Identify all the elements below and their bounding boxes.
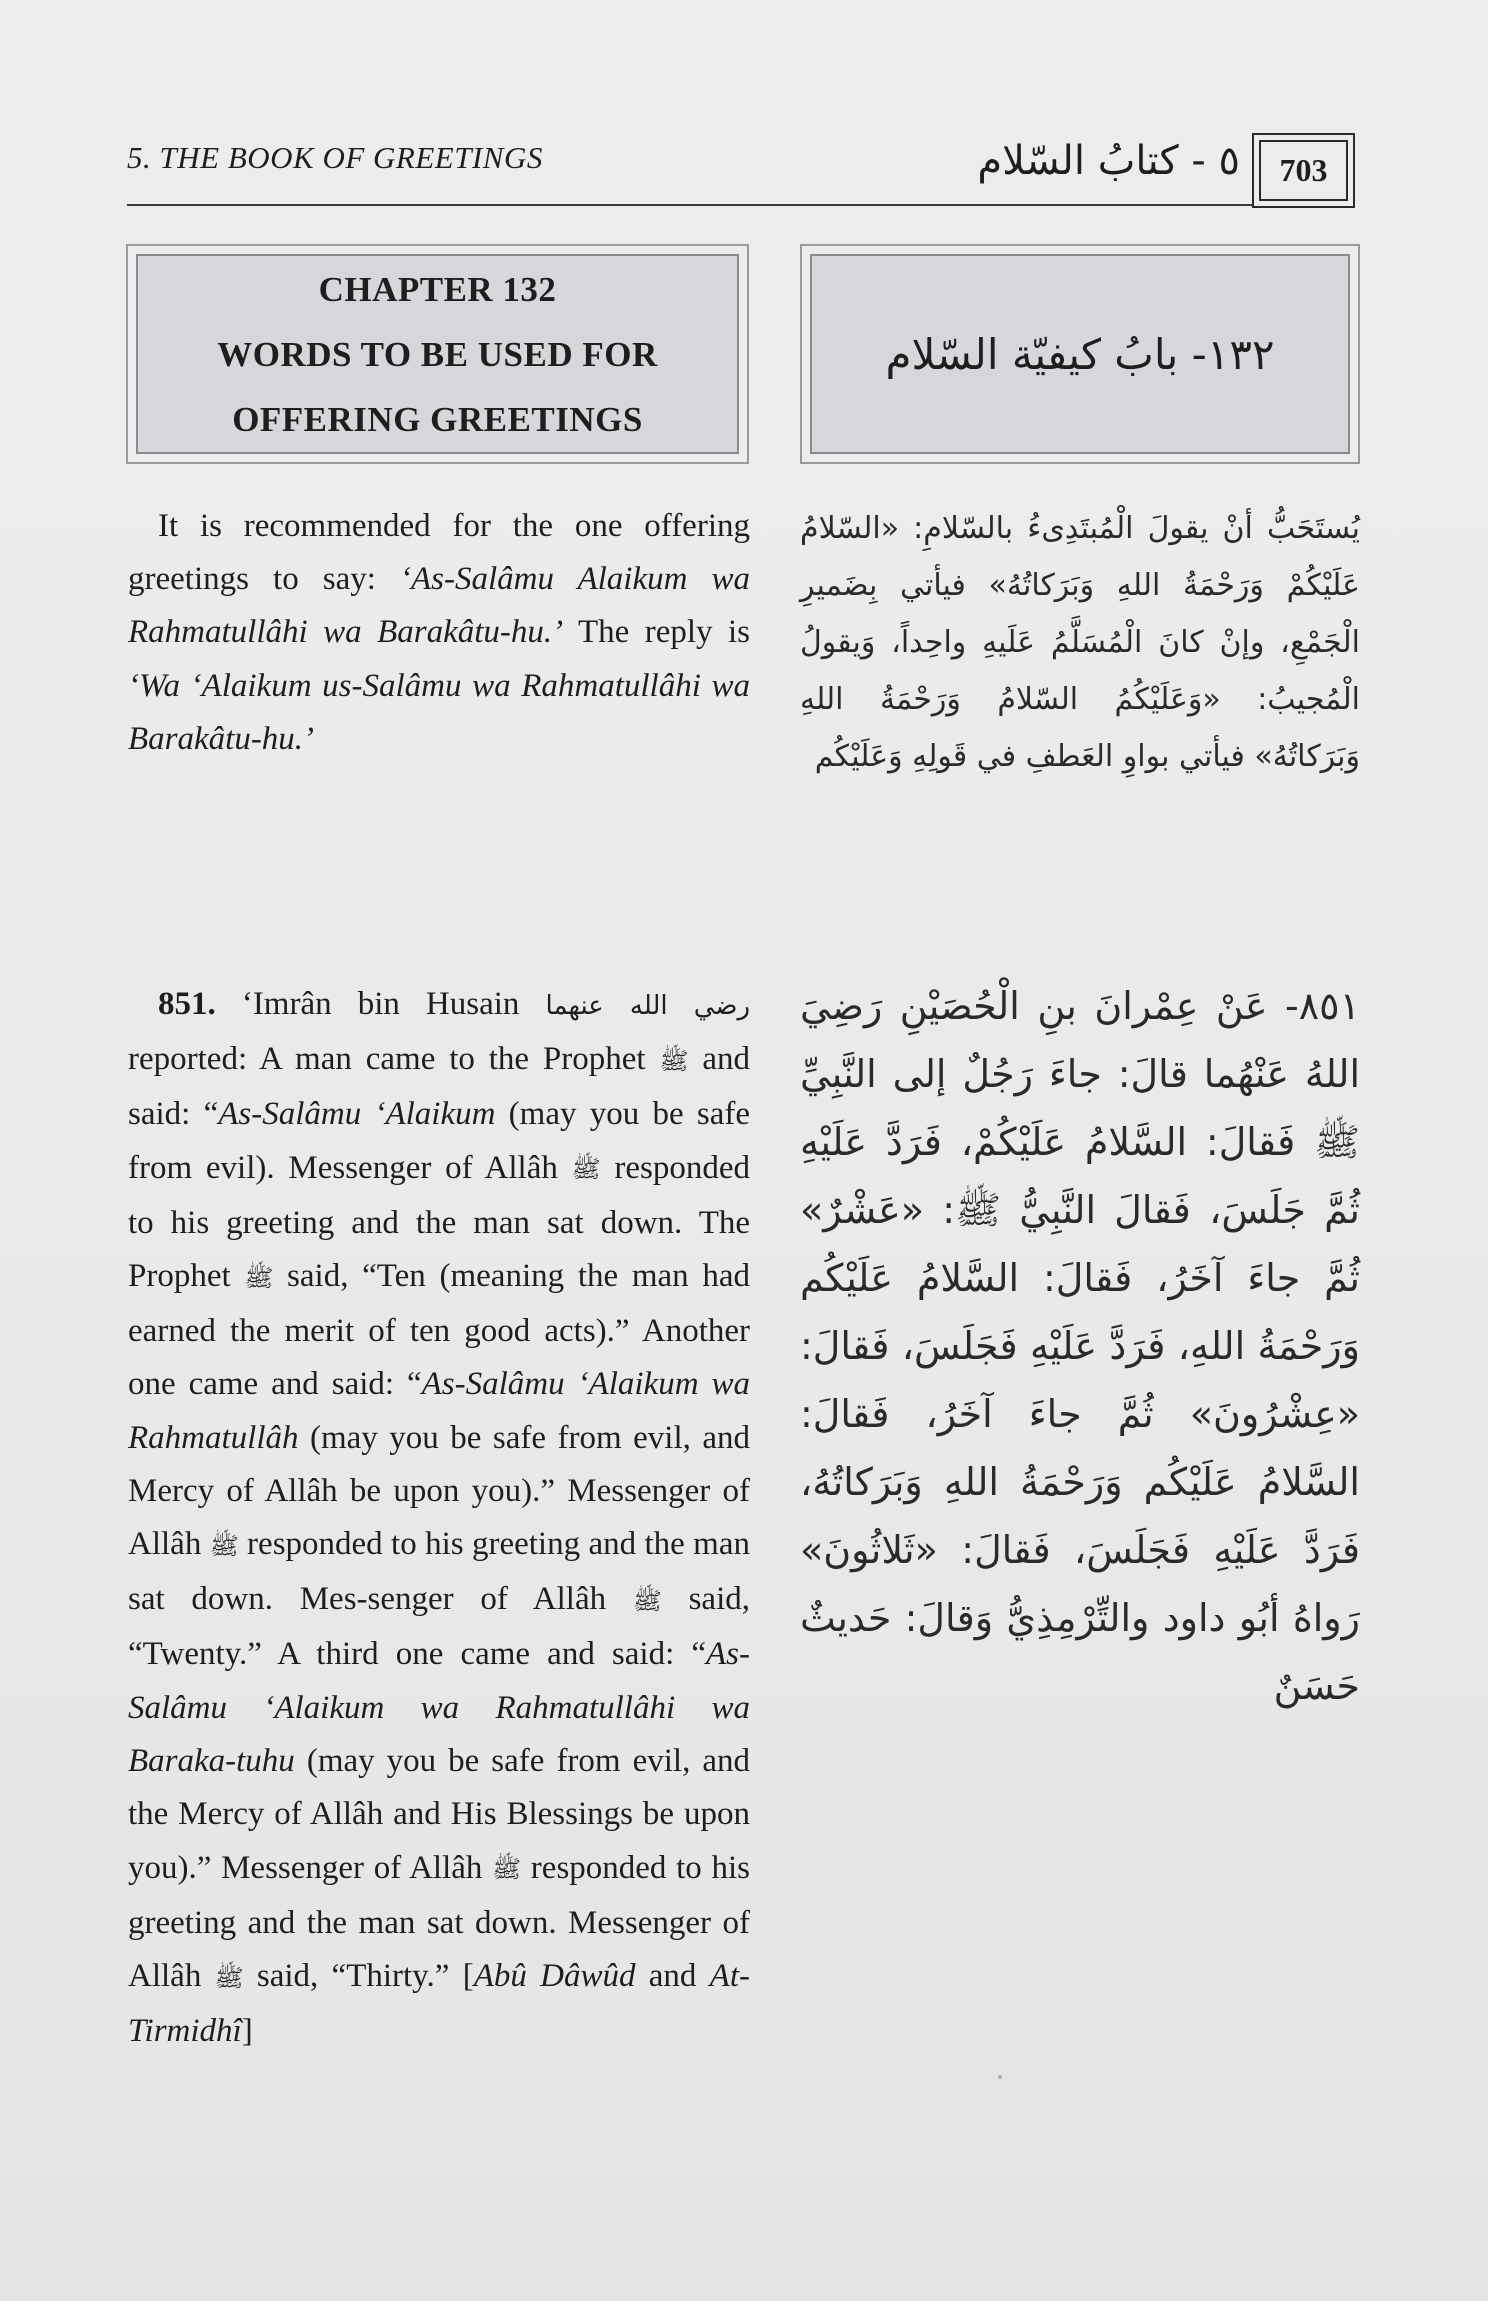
hadith-paragraph-arabic: ٨٥١- عَنْ عِمْرانَ بنِ الْحُصَيْنِ رَضِيَ اللهُ عَنْهُما قالَ: جاءَ رَجُلٌ إلى النَّبِيِّ ﷺ فَقالَ: السَّلامُ عَلَيْكُمْ، فَرَدَّ عَلَيْهِ ثُمَّ جَلَسَ، فَقالَ النَّبِيُّ ﷺ: «عَشْرٌ» ثُمَّ جاءَ آخَرُ، فَقالَ: السَّلامُ عَلَيْكُم وَرَحْمَةُ اللهِ، فَرَدَّ عَلَيْهِ فَجَلَسَ، فَقالَ: «عِشْرُونَ» ثُمَّ جاءَ آخَرُ، فَقالَ: السَّلامُ عَلَيْكُم وَرَحْمَةُ اللهِ وَبَرَكاتُهُ، فَرَدَّ عَلَيْهِ فَجَلَسَ، فَقالَ: «ثَلاثُونَ» رَواهُ أبُو داود والتِّرْمِذِيُّ وَقالَ: حَديثٌ حَسَنٌ: [800, 984, 1360, 1708]
salutation-icon: ﷺ: [659, 1047, 689, 1076]
intro-paragraph-arabic: يُستَحَبُّ أنْ يقولَ الْمُبتَدِىءُ بالسّلامِ: «السّلامُ عَلَيْكُمْ وَرَحْمَةُ اللهِ وَبَرَكاتُهُ» فيأتي بِضَميرِ الْجَمْعِ، وإنْ كانَ الْمُسَلَّمُ عَلَيهِ واحِداً، وَيقولُ الْمُجيبُ: «وَعَلَيْكُمُ السّلامُ وَرَحْمَةُ اللهِ وَبَرَكاتُهُ» فيأتي بواوِ العَطفِ في قَولِهِ وَعَلَيْكُم: [800, 511, 1360, 774]
intro-paragraph-english: [128, 500, 750, 766]
salutation-icon: ﷺ: [214, 1963, 244, 1992]
chapter-box-english: [126, 244, 749, 464]
honorific-arabic: رضي الله عنهما: [545, 991, 750, 1021]
running-head: 5. THE BOOK OF GREETINGS: [127, 140, 543, 175]
intro-greeting: ‘As-Salâmu Alaikum wa Rahmatullâhi wa Barakâtu-hu.’: [128, 561, 750, 651]
hadith-text: responded to his greeting and the man sat down. Mes-senger of Allâh: [128, 1526, 750, 1618]
paper-speck: [998, 2075, 1002, 2079]
source-tirmidhi: At-Tirmidhî: [128, 1957, 750, 2049]
hadith-text: and: [635, 1957, 710, 1994]
salutation-icon: ﷺ: [632, 1587, 662, 1616]
salutation-icon: ﷺ: [492, 1855, 522, 1884]
chapter-title-line2: OFFERING GREETINGS: [232, 399, 643, 439]
hadith-text: and said: “: [128, 1041, 750, 1133]
hadith-text: said, “Thirty.” [: [243, 1957, 474, 1994]
hadith-text: responded to his greeting and the man sat down. The Prophet: [128, 1149, 750, 1295]
hadith-text: reported: A man came to the Prophet: [128, 1041, 660, 1078]
intro-text-1: It is recommended for the one offering greetings to say:: [128, 508, 750, 598]
chapter-box-english-inner: [136, 254, 739, 454]
chapter-number: CHAPTER 132: [318, 269, 557, 309]
arabic-running-head: ٥ - كتابُ السّلام: [977, 138, 1240, 184]
hadith-text: (may you be safe from evil, and Mercy of Allâh be upon you).” Messenger of Allâh: [128, 1419, 750, 1563]
salutation-icon: ﷺ: [571, 1155, 601, 1184]
chapter-title-line1: WORDS TO BE USED FOR: [217, 334, 658, 374]
salutation-icon: ﷺ: [209, 1532, 239, 1561]
chapter-box-arabic: [800, 244, 1360, 464]
hadith-text: ]: [241, 2013, 253, 2049]
hadith-text: ‘Imrân bin Husain: [215, 986, 546, 1022]
hadith-text: (may you be safe from evil, and the Mercy of Allâh and His Blessings be upon you).” Messenger of Allâh: [128, 1742, 750, 1886]
hadith-paragraph-english: [128, 978, 750, 2058]
salutation-icon: ﷺ: [244, 1263, 274, 1292]
hadith-text: (may you be safe from evil). Messenger of Allâh: [128, 1096, 751, 1186]
hadith-text: said, “Ten (meaning the man had earned the merit of ten good acts).” Another one came and said: “: [128, 1258, 750, 1403]
intro-reply: ‘Wa ‘Alaikum us-Salâmu wa Rahmatullâhi wa Barakâtu-hu.’: [128, 667, 750, 757]
hadith-greeting-3: As-Salâmu ‘Alaikum wa Rahmatullâhi wa Baraka-tuhu: [128, 1636, 750, 1779]
intro-text-2: The reply is: [563, 614, 750, 651]
chapter-box-arabic-inner: [810, 254, 1350, 454]
hadith-text: said, “Twenty.” A third one came and said: “: [128, 1581, 750, 1673]
hadith-greeting-1: As-Salâmu ‘Alaikum: [218, 1096, 496, 1133]
chapter-title-arabic: ١٣٢- بابُ كيفيّة السّلام: [885, 329, 1275, 379]
page-number: 703: [1259, 140, 1348, 201]
hadith-number: 851.: [158, 986, 216, 1022]
source-abu-dawud: Abû Dâwûd: [473, 1957, 636, 1994]
page-number-box: [1252, 133, 1355, 208]
hadith-greeting-2: As-Salâmu ‘Alaikum wa Rahmatullâh: [128, 1366, 750, 1456]
hadith-text: responded to his greeting and the man sat down. Messenger of Allâh: [128, 1849, 750, 1994]
header-rule: [127, 204, 1252, 206]
